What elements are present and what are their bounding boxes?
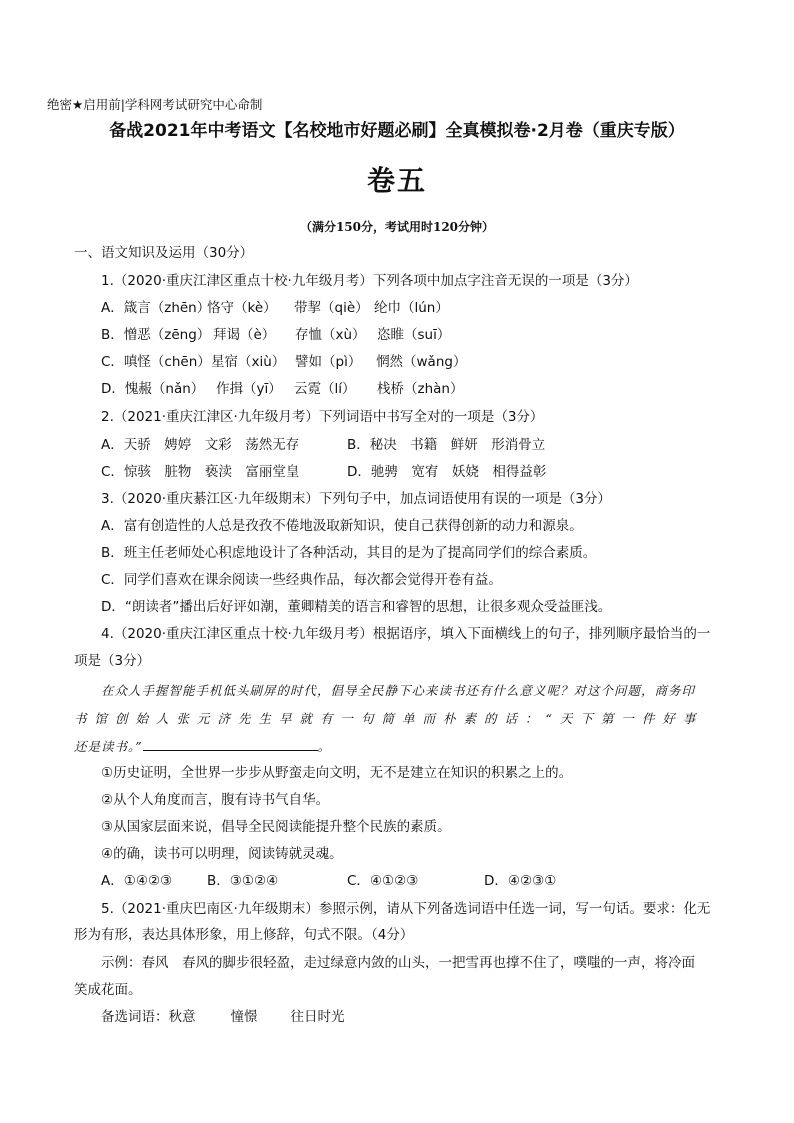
option-part: B．憎恶（zēng） [101, 327, 211, 343]
option-part: 云霓（lí） [294, 381, 356, 397]
option-part: 星宿（xiù） [211, 354, 286, 370]
question-2-options-ab [101, 436, 545, 454]
confidential-label: 绝密★启用前|学科网考试研究中心命制 [47, 97, 263, 112]
question-4-stem: 4.（2020·重庆江津区重点十校·九年级月考）根据语序，填入下面横线上的句子，排列顺序最恰当的一 [101, 626, 711, 642]
passage-line: 书馆创始人张元济先生早就有一句简单而朴素的话：“天下第一件好事 [74, 711, 704, 726]
option-part: 存恤（xù） [295, 327, 366, 343]
option-d: D．④②③① [484, 873, 557, 889]
option-part: 栈桥（zhàn） [377, 381, 464, 397]
sentence-3: ③从国家层面来说，倡导全民阅读能提升整个民族的素质。 [101, 819, 451, 835]
option-part: 拜谒（è） [213, 327, 276, 343]
passage-period: 。 [317, 739, 332, 754]
option-c: C．惊骇 脏物 亵渎 富丽堂皇 [101, 464, 300, 480]
option-b: B．秘决 书籍 鲜妍 形消骨立 [347, 437, 546, 453]
sentence-2: ②从个人角度而言，腹有诗书气自华。 [101, 792, 330, 808]
question-5-stem-cont: 形为有形，表达具体形象，用上修辞，句式不限。（4分） [74, 927, 414, 943]
question-1-option-c [101, 353, 466, 371]
option-d: D．驰骋 宽宥 妖娆 相得益彰 [347, 464, 547, 480]
question-1-option-b [101, 326, 450, 344]
option-a: A．①④②③ [101, 873, 173, 889]
answer-blank[interactable] [143, 736, 318, 751]
section-heading: 一、语文知识及运用（30分） [74, 245, 254, 261]
word-choices [101, 1008, 345, 1026]
choices-label: 备选词语： [101, 1009, 169, 1025]
sentence-1: ①历史证明，全世界一步步从野蛮走向文明，无不是建立在知识的积累之上的。 [101, 765, 573, 781]
option-part: D．愧赧（nǎn） [101, 381, 205, 397]
choice-word: 往日时光 [290, 1009, 345, 1025]
passage-line: 在众人手握智能手机低头刷屏的时代，倡导全民静下心来读书还有什么意义呢？对这个问题，商务印 [101, 683, 696, 698]
question-1-stem: 1.（2020·重庆江津区重点十校·九年级月考）下列各项中加点字注音无误的一项是（3分） [101, 273, 638, 289]
example-line-cont: 笑成花面。 [74, 982, 142, 998]
choice-word: 憧憬 [230, 1009, 258, 1025]
choice-word: 秋意 [168, 1009, 196, 1025]
score-note: （满分150分，考试用时120分钟） [299, 220, 495, 234]
question-2-stem: 2.（2021·重庆江津区·九年级月考）下列词语中书写全对的一项是（3分） [101, 409, 544, 425]
option-b: B．③①②④ [207, 873, 279, 889]
option-part: 纶巾（lún） [374, 300, 449, 316]
question-3-option-c: C．同学们喜欢在课余阅读一些经典作品，每次都会觉得开卷有益。 [101, 572, 502, 588]
question-1-option-a [101, 299, 449, 317]
option-part: 恪守（kè） [207, 300, 277, 316]
option-part: 带挈（qiè） [294, 300, 369, 316]
option-part: C．嗔怪（chēn） [101, 354, 211, 370]
question-3-option-d: D．“朗读者”播出后好评如潮，董卿精美的语言和睿智的思想，让很多观众受益匪浅。 [101, 599, 612, 615]
volume-title: 卷五 [366, 164, 427, 197]
question-3-option-a: A．富有创造性的人总是孜孜不倦地汲取新知识，使自己获得创新的动力和源泉。 [101, 518, 583, 534]
option-part: 惘然（wǎng） [376, 354, 467, 370]
question-4-stem-cont: 项是（3分） [74, 653, 151, 669]
sentence-4: ④的确，读书可以明理，阅读铸就灵魂。 [101, 846, 343, 862]
question-5-stem: 5.（2021·重庆巴南区·九年级期末）参照示例，请从下列备选词语中任选一词，写一句话。要求：化无 [101, 901, 711, 917]
question-1-option-d [101, 380, 463, 398]
option-part: 譬如（pì） [295, 354, 362, 370]
option-a: A．天骄 娉婷 文彩 荡然无存 [101, 437, 300, 453]
option-part: A．箴言（zhēn） [101, 300, 211, 316]
exam-title: 备战2021年中考语文【名校地市好题必刷】全真模拟卷·2月卷（重庆专版） [109, 121, 685, 141]
option-part: 恣睢（suī） [377, 327, 451, 343]
example-line: 示例：春风 春风的脚步很轻盈，走过绿意内敛的山头，一把雪再也撑不住了，噗嗤的一声，将冷面 [101, 955, 695, 971]
passage-line-with-blank [74, 736, 331, 756]
option-c: C．④①②③ [347, 873, 419, 889]
option-part: 作揖（yī） [216, 381, 282, 397]
passage-text: 还是读书。” [74, 739, 143, 754]
question-3-stem: 3.（2020·重庆綦江区·九年级期末）下列句子中，加点词语使用有误的一项是（3分） [101, 491, 611, 507]
question-3-option-b: B．班主任老师处心积虑地设计了各种活动，其目的是为了提高同学们的综合素质。 [101, 545, 597, 561]
question-4-options [101, 872, 556, 890]
question-2-options-cd [101, 463, 546, 481]
